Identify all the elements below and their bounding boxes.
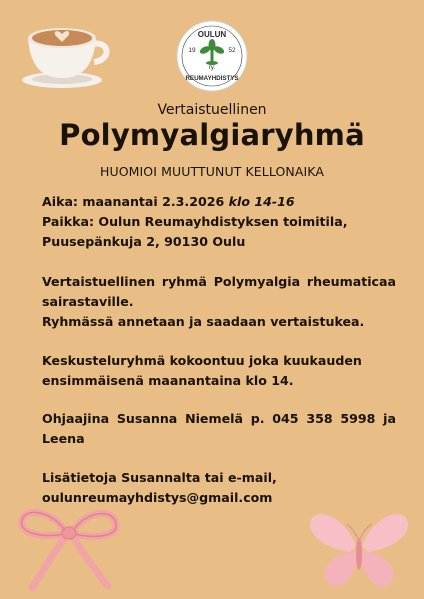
logo-name-top: OULUN	[197, 30, 227, 39]
group-description	[42, 272, 396, 332]
meeting-schedule	[42, 351, 396, 391]
butterfly-icon	[306, 508, 412, 596]
time-change-notice: HUOMIOI MUUTTUNUT KELLONAIKA	[99, 164, 325, 179]
contact-line-1: Lisätietoja Susannalta tai e-mail,	[42, 470, 277, 485]
meeting-time	[42, 192, 396, 212]
association-logo	[176, 20, 248, 92]
description-line-3: Ryhmässä annetaan ja saadaan vertaistukea.	[42, 314, 365, 329]
place-line-2: Puusepänkuja 2, 90130 Oulu	[42, 234, 246, 249]
guides-line-1: Ohjaajina Susanna Niemelä p. 045 358 5998 ja	[42, 411, 396, 426]
meeting-date: Aika: maanantai 2.3.2026	[42, 194, 229, 209]
description-line-2: sairastaville.	[42, 294, 134, 309]
pink-bow-icon	[14, 502, 124, 594]
schedule-line-1: Keskusteluryhmä kokoontuu joka kuukauden	[42, 353, 362, 368]
meeting-hours: klo 14-16	[228, 194, 295, 209]
contact-email: oulunreumayhdistys@gmail.com	[42, 490, 273, 505]
description-line-1: Vertaistuellinen ryhmä Polymyalgia rheumaticaa	[42, 274, 396, 289]
poster-title: Polymyalgiaryhmä	[59, 118, 365, 152]
poster-subtitle: Vertaistuellinen	[157, 102, 267, 118]
meeting-place	[42, 212, 396, 252]
schedule-line-2: ensimmäisenä maanantaina klo 14.	[42, 373, 294, 388]
group-guides	[42, 409, 396, 449]
guides-line-2: Leena	[42, 431, 85, 446]
logo-abbr: ry.	[208, 65, 216, 71]
coffee-cup-icon	[18, 16, 114, 90]
logo-year-left: 19	[188, 47, 196, 54]
place-line-1: Paikka: Oulun Reumayhdistyksen toimitila,	[42, 214, 348, 229]
logo-name-bottom: REUMAYHDISTYS	[185, 75, 239, 82]
logo-year-right: 52	[228, 47, 236, 54]
